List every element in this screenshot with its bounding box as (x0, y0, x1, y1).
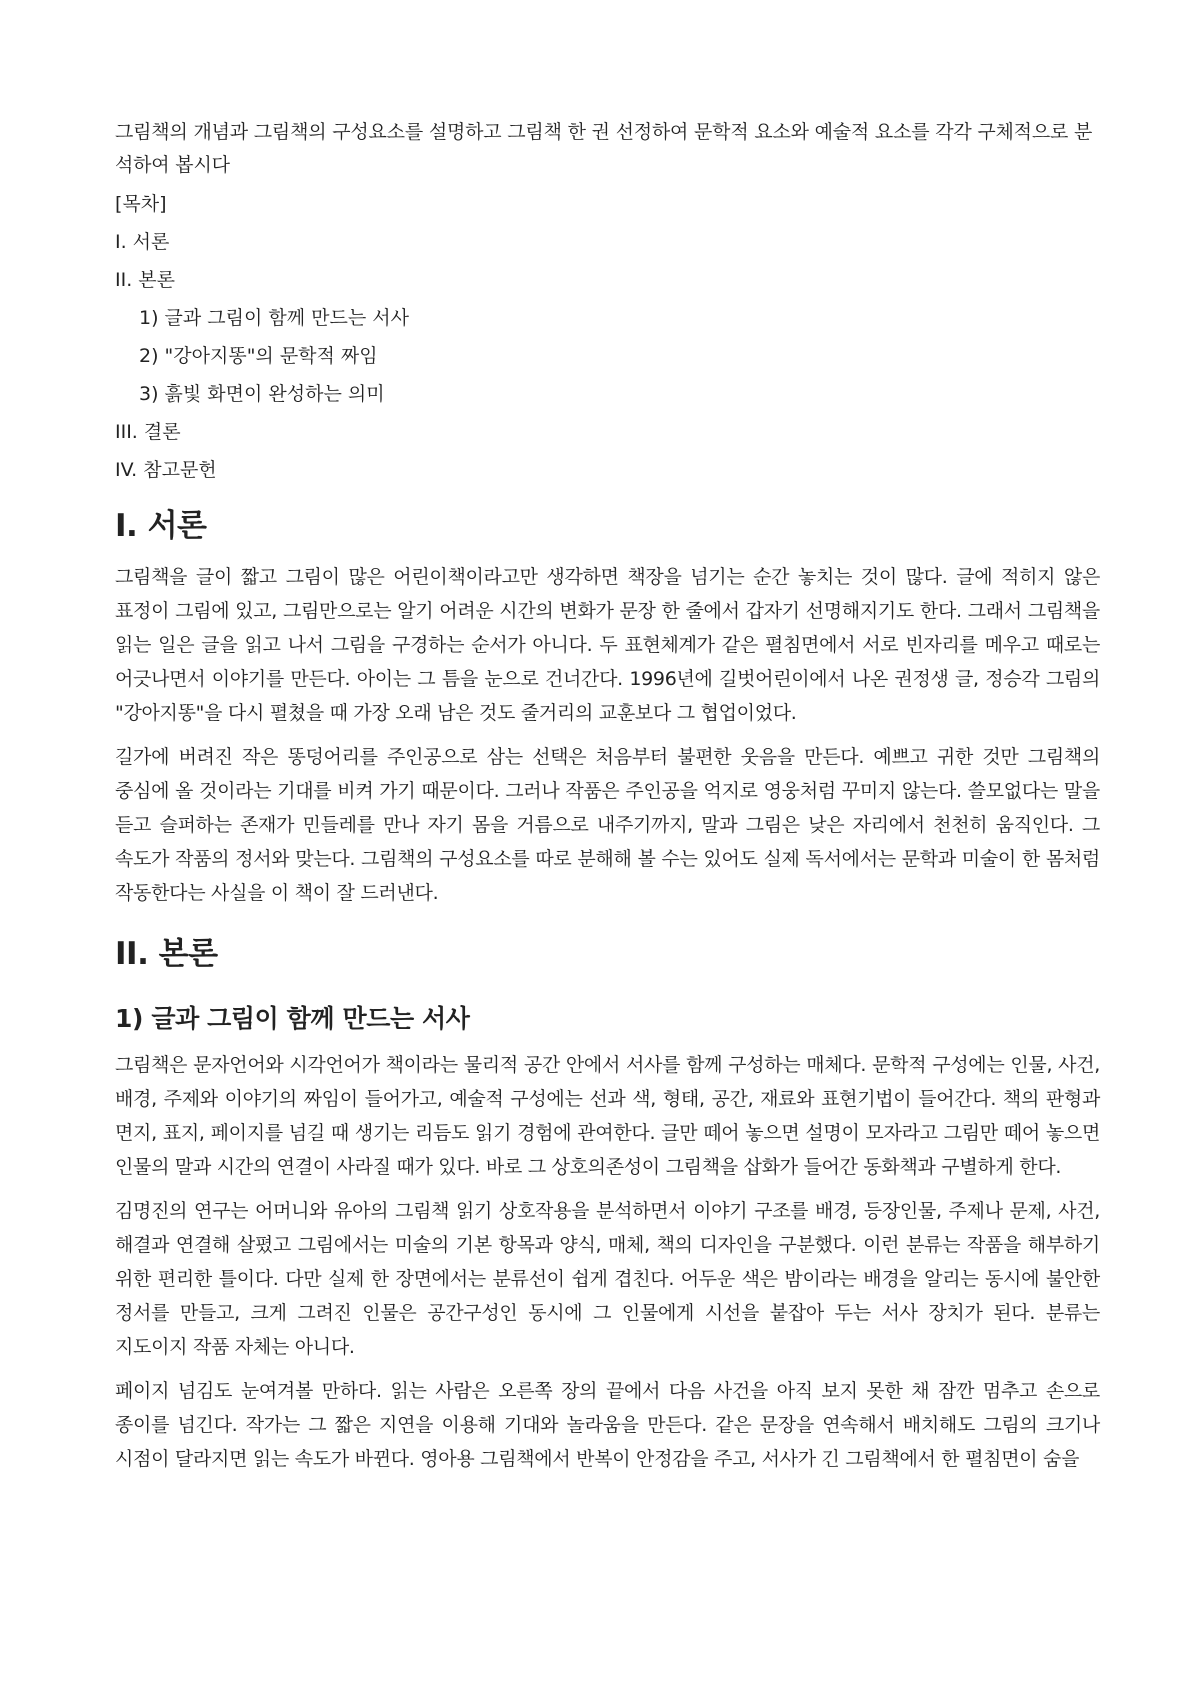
toc-item-references: IV. 참고문헌 (115, 459, 217, 481)
table-of-contents (115, 192, 1100, 482)
section-heading-body: II. 본론 (115, 936, 218, 972)
toc-heading: [목차] (115, 193, 167, 215)
toc-item-intro: I. 서론 (115, 231, 170, 253)
toc-item-body: II. 본론 (115, 269, 175, 291)
intro-paragraph-1: 그림책을 글이 짧고 그림이 많은 어린이책이라고만 생각하면 책장을 넘기는 순간 놓치는 것이 많다. 글에 적히지 않은 표정이 그림에 있고, 그림만으로는 알기 어려운 시간의 변화가 문장 한 줄에서 갑자기 선명해지기도 한다. 그래서 그림책을 읽는 일은 글을 읽고 나서 그림을 구경하는 순서가 아니다. 두 표현체계가 같은 펼침면에서 서로 빈자리를 메우고 때로는 어긋나면서 이야기를 만든다. 아이는 그 틈을 눈으로 건너간다. 1996년에 길벗어린이에서 나온 권정생 글, 정승각 그림의 "강아지똥"을 다시 펼쳤을 때 가장 오래 남은 것도 줄거리의 교훈보다 그 협업이었다. (115, 566, 1100, 724)
body-paragraph-2: 김명진의 연구는 어머니와 유아의 그림책 읽기 상호작용을 분석하면서 이야기 구조를 배경, 등장인물, 주제나 문제, 사건, 해결과 연결해 살폈고 그림에서는 미술의 기본 항목과 양식, 매체, 책의 디자인을 구분했다. 이런 분류는 작품을 해부하기 위한 편리한 틀이다. 다만 실제 한 장면에서는 분류선이 쉽게 겹친다. 어두운 색은 밤이라는 배경을 알리는 동시에 불안한 정서를 만들고, 크게 그려진 인물은 공간구성인 동시에 그 인물에게 시선을 붙잡아 두는 서사 장치가 된다. 분류는 지도이지 작품 자체는 아니다. (115, 1200, 1100, 1358)
toc-subitem-2: 2) "강아지똥"의 문학적 짜임 (139, 345, 378, 367)
intro-paragraph-2: 길가에 버려진 작은 똥덩어리를 주인공으로 삼는 선택은 처음부터 불편한 웃음을 만든다. 예쁘고 귀한 것만 그림책의 중심에 올 것이라는 기대를 비켜 가기 때문이다. 그러나 작품은 주인공을 억지로 영웅처럼 꾸미지 않는다. 쓸모없다는 말을 듣고 슬퍼하는 존재가 민들레를 만나 자기 몸을 거름으로 내주기까지, 말과 그림은 낮은 자리에서 천천히 움직인다. 그 속도가 작품의 정서와 맞는다. 그림책의 구성요소를 따로 분해해 볼 수는 있어도 실제 독서에서는 문학과 미술이 한 몸처럼 작동한다는 사실을 이 책이 잘 드러낸다. (115, 746, 1100, 904)
toc-subitem-3: 3) 흙빛 화면이 완성하는 의미 (139, 383, 385, 405)
toc-item-conclusion: III. 결론 (115, 421, 181, 443)
assignment-prompt: 그림책의 개념과 그림책의 구성요소를 설명하고 그림책 한 권 선정하여 문학적 요소와 예술적 요소를 각각 구체적으로 분석하여 봅시다 (115, 121, 1093, 176)
toc-subitem-1: 1) 글과 그림이 함께 만드는 서사 (139, 307, 409, 329)
subsection-heading-1: 1) 글과 그림이 함께 만드는 서사 (115, 1004, 470, 1033)
body-paragraph-3: 페이지 넘김도 눈여겨볼 만하다. 읽는 사람은 오른쪽 장의 끝에서 다음 사건을 아직 보지 못한 채 잠깐 멈추고 손으로 종이를 넘긴다. 작가는 그 짧은 지연을 이용해 기대와 놀라움을 만든다. 같은 문장을 연속해서 배치해도 그림의 크기나 시점이 달라지면 읽는 속도가 바뀐다. 영아용 그림책에서 반복이 안정감을 주고, 서사가 긴 그림책에서 한 펼침면이 숨을 (115, 1380, 1100, 1470)
section-heading-intro: I. 서론 (115, 508, 207, 544)
body-paragraph-1: 그림책은 문자언어와 시각언어가 책이라는 물리적 공간 안에서 서사를 함께 구성하는 매체다. 문학적 구성에는 인물, 사건, 배경, 주제와 이야기의 짜임이 들어가고, 예술적 구성에는 선과 색, 형태, 공간, 재료와 표현기법이 들어간다. 책의 판형과 면지, 표지, 페이지를 넘길 때 생기는 리듬도 읽기 경험에 관여한다. 글만 떼어 놓으면 설명이 모자라고 그림만 떼어 놓으면 인물의 말과 시간의 연결이 사라질 때가 있다. 바로 그 상호의존성이 그림책을 삽화가 들어간 동화책과 구별하게 한다. (115, 1054, 1100, 1178)
